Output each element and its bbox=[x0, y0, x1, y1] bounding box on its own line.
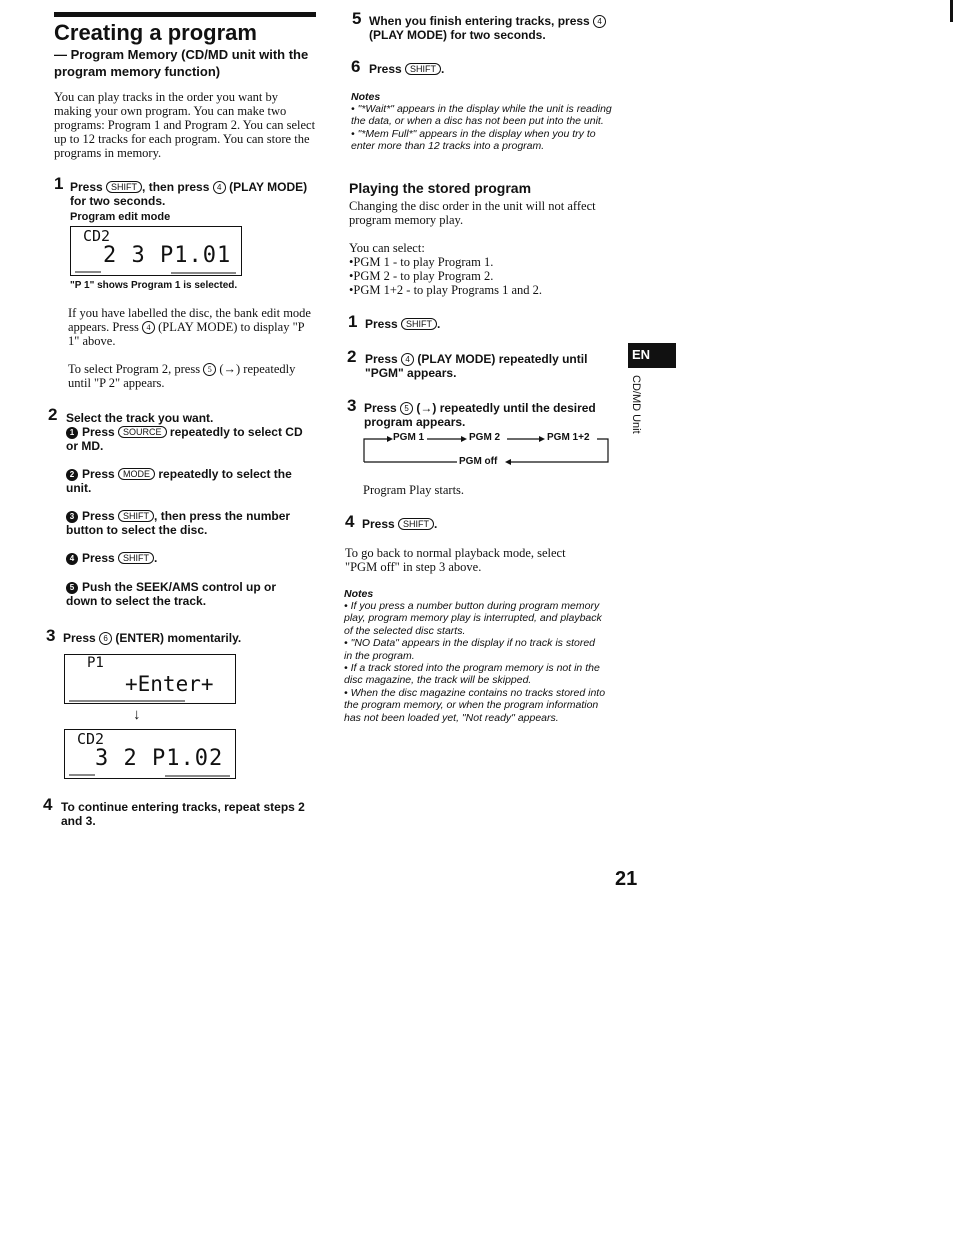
play-step-3-pre: Press bbox=[364, 401, 397, 415]
step-4-number: 4 bbox=[43, 795, 53, 814]
play-step-2-text bbox=[365, 352, 615, 380]
step-3-pre: Press bbox=[63, 631, 96, 645]
play-step-1-text bbox=[365, 317, 440, 331]
lcd-top-text: P1 bbox=[87, 655, 104, 671]
notes-list bbox=[344, 600, 606, 724]
arrow-down-icon: ↓ bbox=[133, 706, 141, 723]
language-tab bbox=[628, 343, 676, 368]
step-5-text bbox=[369, 14, 609, 42]
note-text: When the disc magazine contains no tracks stored into the program memory, or when the program information has not been loaded yet, "Not ready" appears. bbox=[344, 686, 606, 724]
select-item-text: PGM 1 - to play Program 1. bbox=[353, 255, 494, 269]
note-item: • "*Mem Full*" appears in the display when you try to enter more than 12 tracks into a program. bbox=[351, 127, 596, 153]
button-4-icon: 4 bbox=[213, 181, 226, 194]
note-text: If you press a number button during program memory play, program memory play is interrupted, and playback of the selected disc starts. bbox=[344, 600, 602, 637]
step-5-pre: When you finish entering tracks, press bbox=[369, 14, 590, 28]
step-1-paragraph-1 bbox=[68, 306, 316, 348]
step-2d bbox=[66, 551, 157, 565]
lcd-indicator-ticks bbox=[65, 693, 235, 703]
bullet-1-icon: 1 bbox=[66, 427, 78, 439]
step-2b-post: repeatedly to select the unit. bbox=[66, 467, 292, 495]
select-item-text: PGM 2 - to play Program 2. bbox=[353, 269, 494, 283]
step-6-post: . bbox=[441, 62, 445, 76]
step-1-paragraph-2 bbox=[68, 362, 316, 390]
button-4-icon: 4 bbox=[401, 353, 414, 366]
side-section-label: CD/MD Unit bbox=[630, 375, 642, 434]
shift-key-icon: SHIFT bbox=[118, 510, 154, 522]
play-step-3-number: 3 bbox=[347, 396, 357, 415]
note-text: "*Mem Full*" appears in the display when you try to enter more than 12 tracks into a program. bbox=[351, 127, 596, 153]
notes-list bbox=[351, 103, 613, 153]
step-2c bbox=[66, 509, 316, 537]
note-text: "NO Data" appears in the display if no track is stored in the program. bbox=[344, 637, 595, 662]
step-2b bbox=[66, 467, 316, 495]
step-6-number: 6 bbox=[351, 57, 361, 76]
select-item: •PGM 1+2 - to play Programs 1 and 2. bbox=[349, 283, 543, 297]
note-item: • If a track stored into the program memory is not in the disc magazine, the track will be skipped. bbox=[344, 662, 600, 687]
lcd-main-text: 2 3 P1.01 bbox=[103, 243, 232, 268]
play-step-4-pre: Press bbox=[362, 517, 395, 531]
shift-key-icon: SHIFT bbox=[401, 318, 437, 330]
play-step-1-post: . bbox=[437, 317, 441, 331]
select-item-text: PGM 1+2 - to play Programs 1 and 2. bbox=[353, 283, 543, 297]
play-step-4-text bbox=[362, 517, 437, 531]
note-item: • "NO Data" appears in the display if no track is stored in the program. bbox=[344, 637, 595, 662]
step-1-mid: , then press bbox=[142, 180, 210, 194]
step-4-text: To continue entering tracks, repeat steps 2 and 3. bbox=[61, 800, 305, 828]
page-title: Creating a program bbox=[54, 20, 257, 45]
play-step-2-number: 2 bbox=[347, 347, 357, 366]
notes-heading: Notes bbox=[344, 588, 374, 600]
step-3-text bbox=[63, 631, 241, 645]
pgm-cycle-diagram bbox=[363, 432, 611, 466]
step-1-post: (PLAY MODE) for two seconds. bbox=[70, 180, 308, 208]
select-list bbox=[349, 241, 599, 297]
para2-text: To select Program 2, press bbox=[68, 362, 201, 376]
shift-key-icon: SHIFT bbox=[118, 552, 154, 564]
step-2-head: Select the track you want. bbox=[66, 411, 214, 425]
play-step-2-pre: Press bbox=[365, 352, 398, 366]
para1-text: If you have labelled the disc, the bank edit mode appears. Press bbox=[68, 306, 311, 334]
step-3-number: 3 bbox=[46, 626, 56, 645]
button-4-icon: 4 bbox=[593, 15, 606, 28]
bullet-4-icon: 4 bbox=[66, 553, 78, 565]
note-item: • If you press a number button during program memory play, program memory play is interrupted, and playback of the selected disc starts. bbox=[344, 600, 602, 637]
language-tab-label: EN bbox=[632, 347, 651, 362]
page-number: 21 bbox=[615, 868, 638, 890]
shift-key-icon: SHIFT bbox=[398, 518, 434, 530]
step-1-pre: Press bbox=[70, 180, 103, 194]
play-step-2-post: (PLAY MODE) repeatedly until "PGM" appears. bbox=[365, 352, 588, 380]
step-6-text bbox=[369, 62, 444, 76]
lcd-display-enter bbox=[64, 654, 236, 704]
source-key-icon: SOURCE bbox=[118, 426, 167, 438]
step-3-post: (ENTER) momentarily. bbox=[115, 631, 242, 645]
step-2-number: 2 bbox=[48, 405, 58, 424]
play-step-1-pre: Press bbox=[365, 317, 398, 331]
note-text: If a track stored into the program memory is not in the disc magazine, the track will be skipped. bbox=[344, 662, 600, 687]
bullet-5-icon: 5 bbox=[66, 582, 78, 594]
back-to-normal-text: To go back to normal playback mode, select "PGM off" in step 3 above. bbox=[345, 546, 566, 574]
step-5-number: 5 bbox=[352, 9, 362, 28]
step-2c-pre: Press bbox=[82, 509, 115, 523]
button-5-icon: 5 bbox=[203, 363, 216, 376]
note-item: • "*Wait*" appears in the display while the unit is reading the data, or when a disc has not been put into the unit. bbox=[351, 103, 612, 128]
step-2c-post: , then press the number button to select the disc. bbox=[66, 509, 291, 537]
step-1-number: 1 bbox=[54, 174, 64, 193]
para1-end: (PLAY MODE) to display "P 1" above. bbox=[68, 320, 305, 348]
pgm-2-label: PGM 2 bbox=[469, 432, 501, 443]
play-step-3-text bbox=[364, 401, 604, 429]
pgm-1-label: PGM 1 bbox=[393, 432, 425, 443]
para2-end: (→) repeatedly until "P 2" appears. bbox=[68, 362, 296, 390]
section-body: Changing the disc order in the unit will not affect program memory play. bbox=[349, 199, 596, 227]
step-2b-pre: Press bbox=[82, 467, 115, 481]
intro-paragraph: You can play tracks in the order you want by making your own program. You can make two programs: Program 1 and Program 2. You can select up to 12 tracks for each program. You can store the programs in memory. bbox=[54, 90, 316, 160]
pgm-1-2-label: PGM 1+2 bbox=[547, 432, 590, 443]
shift-key-icon: SHIFT bbox=[106, 181, 142, 193]
section-heading: Playing the stored program bbox=[349, 180, 532, 196]
step-1-text bbox=[70, 180, 310, 208]
note-text: "*Wait*" appears in the display while the unit is reading the data, or when a disc has not been put into the unit. bbox=[351, 103, 612, 128]
step-5-post: (PLAY MODE) for two seconds. bbox=[369, 28, 546, 42]
edge-mark bbox=[950, 0, 953, 22]
select-heading: You can select: bbox=[349, 241, 425, 255]
lcd-indicator-ticks bbox=[71, 263, 241, 275]
play-starts-text: Program Play starts. bbox=[363, 483, 465, 497]
button-4-icon: 4 bbox=[142, 321, 155, 334]
lcd-main-text: +Enter+ bbox=[125, 672, 214, 696]
play-step-3-post: (→) repeatedly until the desired program appears. bbox=[364, 401, 596, 429]
pgm-off-label: PGM off bbox=[459, 456, 498, 467]
step-2a bbox=[66, 425, 306, 453]
lcd-display-edit bbox=[70, 226, 242, 276]
mode-key-icon: MODE bbox=[118, 468, 155, 480]
note-item: • When the disc magazine contains no tracks stored into the program memory, or when the program information has not been loaded yet, "Not ready" appears. bbox=[344, 686, 606, 724]
step-2d-pre: Press bbox=[82, 551, 115, 565]
step-2d-post: . bbox=[154, 551, 158, 565]
button-6-icon: 6 bbox=[99, 632, 112, 645]
button-5-icon: 5 bbox=[400, 402, 413, 415]
select-item: •PGM 2 - to play Program 2. bbox=[349, 269, 494, 283]
title-rule bbox=[54, 12, 316, 17]
lcd-top-text: CD2 bbox=[77, 730, 105, 748]
notes-heading: Notes bbox=[351, 91, 381, 103]
select-item: •PGM 1 - to play Program 1. bbox=[349, 255, 494, 269]
step-2e bbox=[66, 580, 296, 608]
play-step-1-number: 1 bbox=[348, 312, 358, 331]
play-step-4-post: . bbox=[434, 517, 438, 531]
step-2a-post: repeatedly to select CD or MD. bbox=[66, 425, 303, 453]
lcd-display-track bbox=[64, 729, 236, 779]
bullet-2-icon: 2 bbox=[66, 469, 78, 481]
bullet-3-icon: 3 bbox=[66, 511, 78, 523]
play-step-4-number: 4 bbox=[345, 512, 355, 531]
lcd-indicator-ticks bbox=[65, 766, 235, 778]
step-2e-text: Push the SEEK/AMS control up or down to select the track. bbox=[66, 580, 277, 608]
lcd-main-text: 3 2 P1.02 bbox=[95, 746, 224, 771]
step-2a-pre: Press bbox=[82, 425, 115, 439]
program-edit-caption: Program edit mode bbox=[70, 211, 171, 223]
shift-key-icon: SHIFT bbox=[405, 63, 441, 75]
page-subtitle: — Program Memory (CD/MD unit with the program memory function) bbox=[54, 47, 309, 79]
lcd-top-text: CD2 bbox=[83, 227, 111, 245]
step-6-pre: Press bbox=[369, 62, 402, 76]
lcd-caption: "P 1" shows Program 1 is selected. bbox=[70, 280, 238, 291]
